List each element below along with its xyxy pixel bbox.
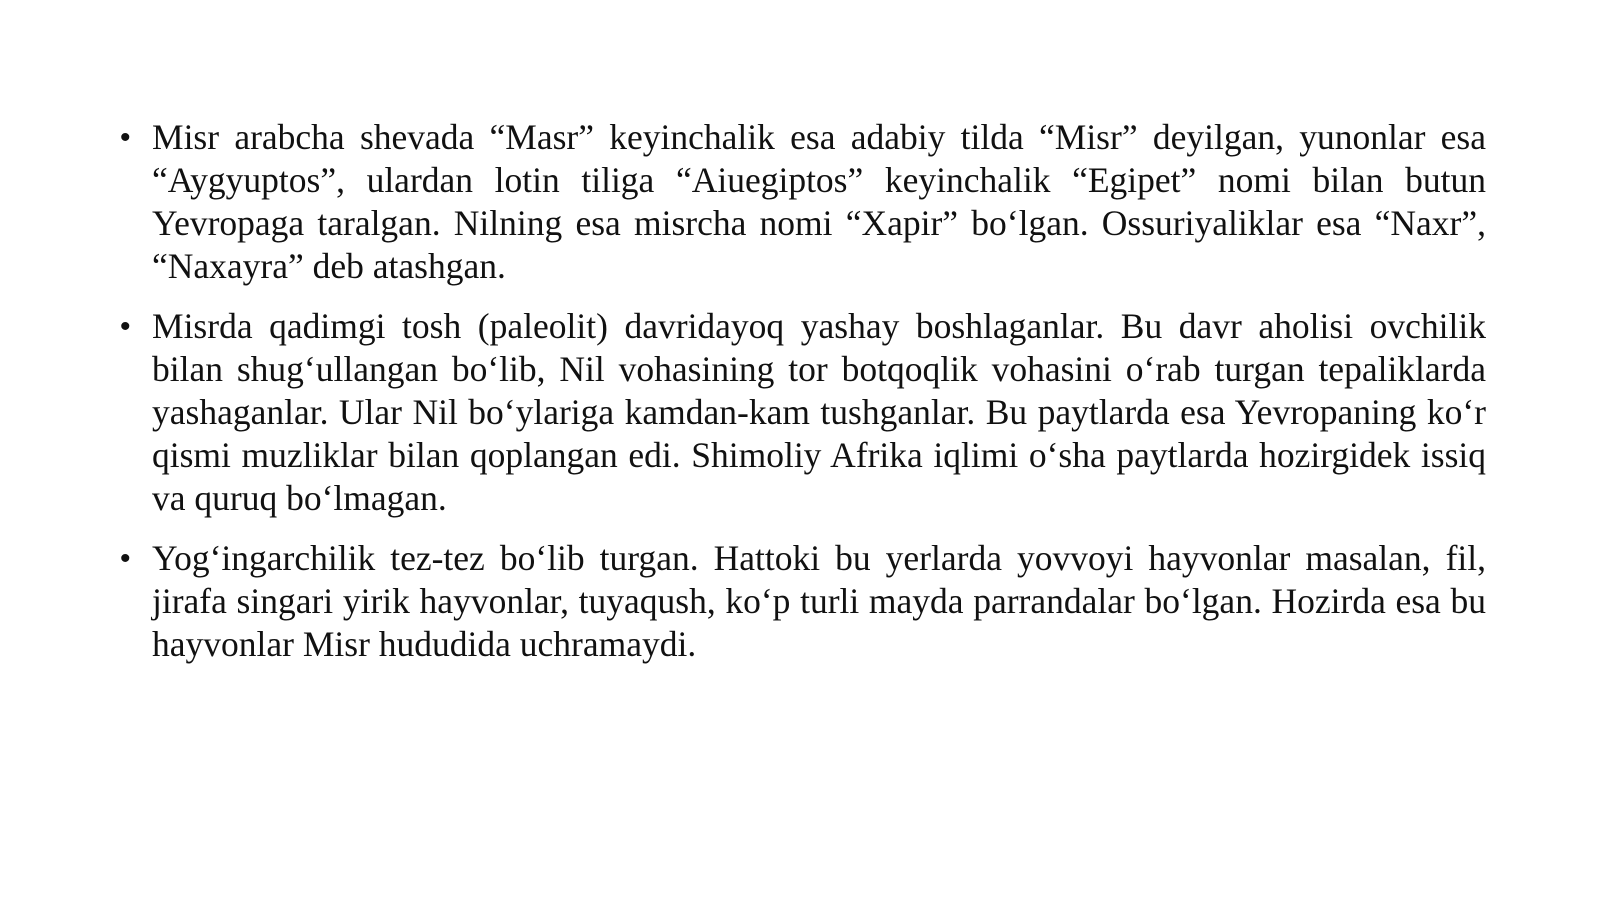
bullet-text: Misrda qadimgi tosh (paleolit) davridayoq yashay boshlaganlar. Bu davr aholisi ovchilik bilan shug‘ullangan bo‘lib, Nil vohasining tor botqoqlik vohasini o‘rab turgan tepaliklarda yashaganlar. Ular Nil bo‘ylariga kamdan-kam tushganlar. Bu paytlarda esa Yevropaning ko‘r qismi muzliklar bilan qoplangan edi. Shimoliy Afrika iqlimi o‘sha paytlarda hozirgidek issiq va quruq bo‘lmagan. <box>152 306 1486 518</box>
bullet-list <box>120 116 1486 683</box>
bullet-icon: • <box>120 542 131 575</box>
bullet-item <box>120 537 1486 666</box>
bullet-text: Yog‘ingarchilik tez-tez bo‘lib turgan. Hattoki bu yerlarda yovvoyi hayvonlar masalan, fil, jirafa singari yirik hayvonlar, tuyaqush, ko‘p turli mayda parrandalar bo‘lgan. Hozirda esa bu hayvonlar Misr hududida uchramaydi. <box>152 538 1486 664</box>
bullet-text: Misr arabcha shevada “Masr” keyinchalik esa adabiy tilda “Misr” deyilgan, yunonlar esa “Aygyuptos”, ulardan lotin tiliga “Aiuegiptos” keyinchalik “Egipet” nomi bilan butun Yevropaga taralgan. Nilning esa misrcha nomi “Xapir” bo‘lgan. Ossuriyaliklar esa “Naxr”, “Naxayra” deb atashgan. <box>152 117 1486 286</box>
bullet-icon: • <box>120 121 131 154</box>
bullet-icon: • <box>120 310 131 343</box>
bullet-item <box>120 305 1486 520</box>
bullet-item <box>120 116 1486 288</box>
